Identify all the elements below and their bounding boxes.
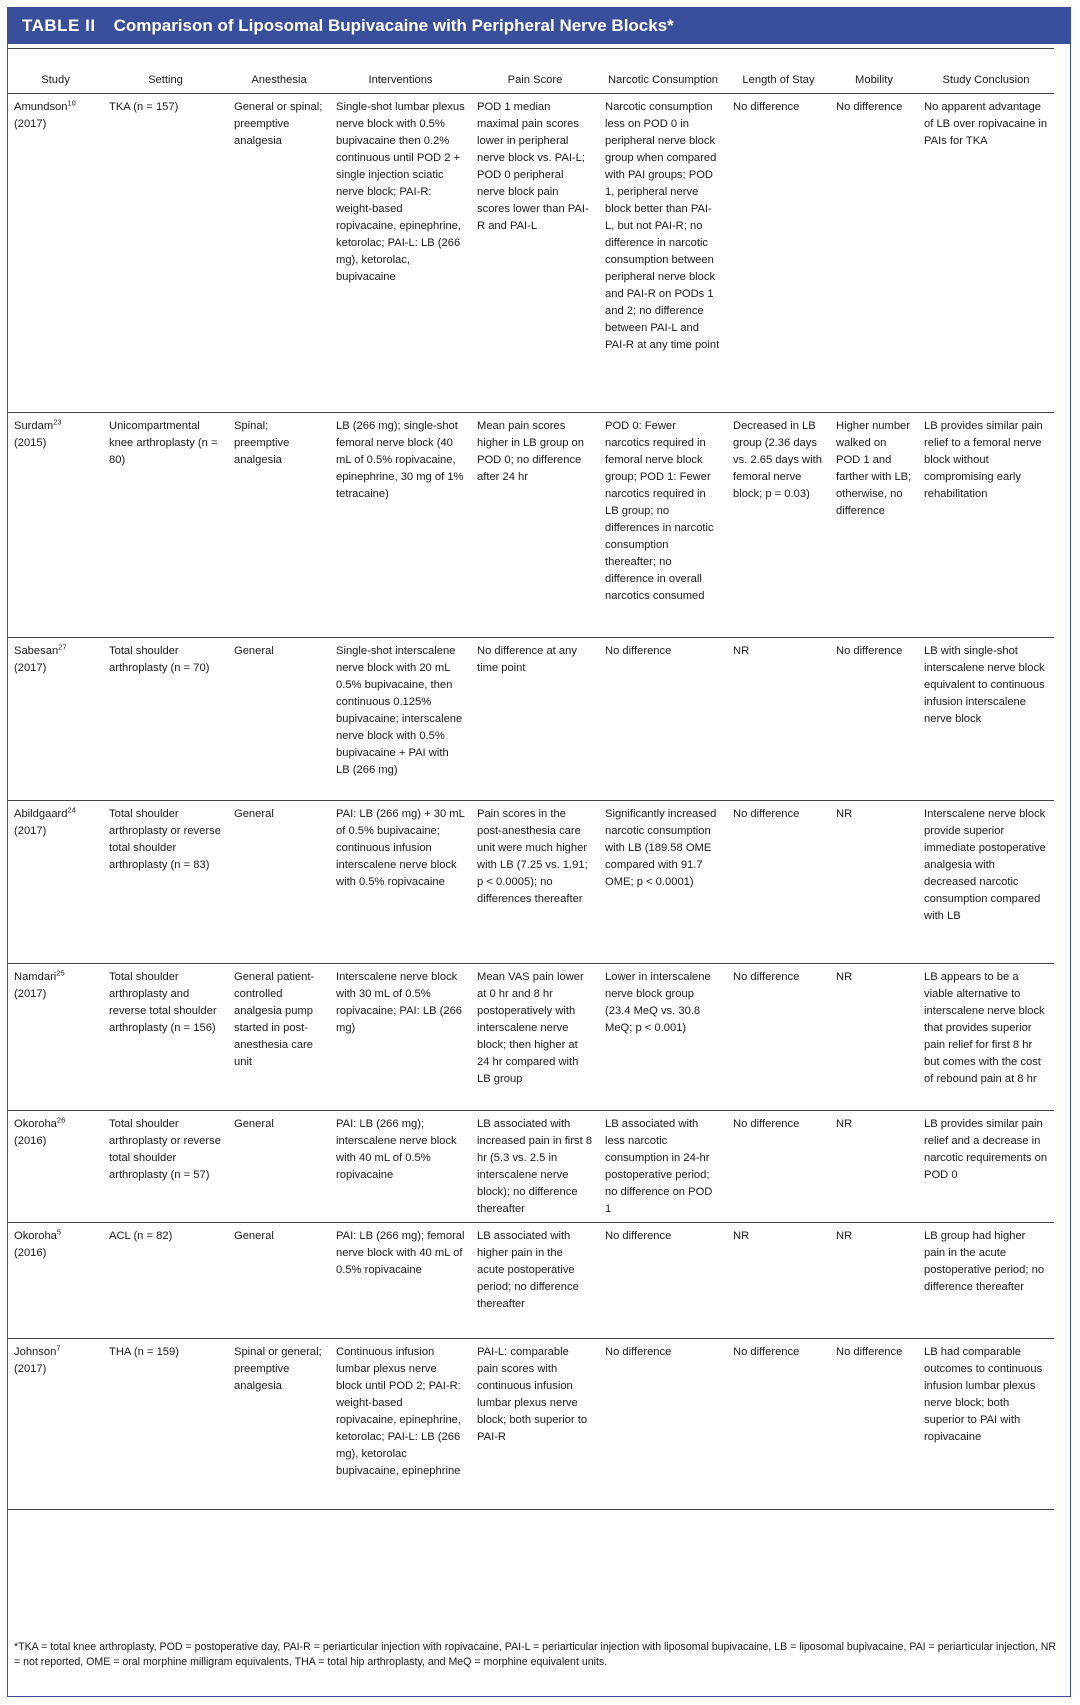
- study-year: (2017): [14, 988, 47, 1000]
- study-cell: [8, 94, 103, 413]
- table-row: [8, 1223, 1054, 1339]
- study-cell: [8, 801, 103, 964]
- study-year: (2017): [14, 825, 47, 837]
- pain-score-cell: PAI-L: comparable pain scores with continuous infusion lumbar plexus nerve block; both superior to PAI-R: [471, 1339, 599, 1510]
- study-reference: 23: [53, 417, 62, 427]
- pain-score-cell: LB associated with higher pain in the acute postoperative period; no difference thereafter: [471, 1223, 599, 1339]
- anesthesia-cell: General: [228, 638, 330, 801]
- comparison-table: [8, 48, 1054, 1510]
- anesthesia-cell: General: [228, 801, 330, 964]
- table-row: [8, 638, 1054, 801]
- length-of-stay-cell: No difference: [727, 1111, 830, 1223]
- study-year: (2015): [14, 437, 47, 449]
- pain-score-cell: Mean VAS pain lower at 0 hr and 8 hr postoperatively with interscalene nerve block; then higher at 24 hr compared with LB group: [471, 964, 599, 1111]
- mobility-cell: NR: [830, 964, 918, 1111]
- pain-score-cell: Mean pain scores higher in LB group on POD 0; no difference after 24 hr: [471, 413, 599, 638]
- col-header-interventions: Interventions: [330, 49, 471, 94]
- col-header-setting: Setting: [103, 49, 228, 94]
- narcotic-cell: LB associated with less narcotic consumption in 24-hr postoperative period; no difference on POD 1: [599, 1111, 727, 1223]
- interventions-cell: Single-shot interscalene nerve block with 20 mL 0.5% bupivacaine, then continuous 0.125% bupivacaine; interscalene nerve block with 0.5% bupivacaine + PAI with LB (266 mg): [330, 638, 471, 801]
- conclusion-cell: LB appears to be a viable alternative to interscalene nerve block that provides superior pain relief for first 8 hr but comes with the cost of rebound pain at 8 hr: [918, 964, 1054, 1111]
- study-year: (2016): [14, 1247, 47, 1259]
- interventions-cell: PAI: LB (266 mg); femoral nerve block with 40 mL of 0.5% ropivacaine: [330, 1223, 471, 1339]
- length-of-stay-cell: NR: [727, 1223, 830, 1339]
- mobility-cell: No difference: [830, 1339, 918, 1510]
- mobility-cell: NR: [830, 1111, 918, 1223]
- col-header-conclusion: Study Conclusion: [918, 49, 1054, 94]
- anesthesia-cell: General patient-controlled analgesia pump started in post-anesthesia care unit: [228, 964, 330, 1111]
- study-cell: [8, 1223, 103, 1339]
- anesthesia-cell: General: [228, 1111, 330, 1223]
- conclusion-cell: No apparent advantage of LB over ropivacaine in PAIs for TKA: [918, 94, 1054, 413]
- anesthesia-cell: General: [228, 1223, 330, 1339]
- study-reference: 26: [56, 1115, 66, 1125]
- mobility-cell: NR: [830, 801, 918, 964]
- anesthesia-cell: Spinal; preemptive analgesia: [228, 413, 330, 638]
- setting-cell: Total shoulder arthroplasty (n = 70): [103, 638, 228, 801]
- interventions-cell: Interscalene nerve block with 30 mL of 0.5% ropivacaine; PAI: LB (266 mg): [330, 964, 471, 1111]
- narcotic-cell: No difference: [599, 638, 727, 801]
- conclusion-cell: Interscalene nerve block provide superior immediate postoperative analgesia with decreased narcotic consumption compared with LB: [918, 801, 1054, 964]
- study-author: Amundson: [14, 101, 68, 113]
- setting-cell: TKA (n = 157): [103, 94, 228, 413]
- study-reference: 27: [58, 642, 67, 652]
- study-reference: 25: [56, 968, 65, 978]
- interventions-cell: Single-shot lumbar plexus nerve block with 0.5% bupivacaine then 0.2% continuous until POD 2 + single injection sciatic nerve block; PAI-R: weight-based ropivacaine, epinephrine, ketorolac; PAI-L: LB (266 mg), ketorolac, bupivacaine: [330, 94, 471, 413]
- narcotic-cell: POD 0: Fewer narcotics required in femoral nerve block group; POD 1: Fewer narcotics required in LB group; no differences in narcotic consumption thereafter; no difference in overall narcotics consumed: [599, 413, 727, 638]
- study-author: Surdam: [14, 420, 54, 432]
- study-author: Okoroha: [14, 1118, 57, 1130]
- study-author: Abildgaard: [14, 808, 68, 820]
- conclusion-cell: LB with single-shot interscalene nerve block equivalent to continuous infusion interscalene nerve block: [918, 638, 1054, 801]
- col-header-narcotic: Narcotic Consumption: [599, 49, 727, 94]
- conclusion-cell: LB had comparable outcomes to continuous infusion lumbar plexus nerve block; both superior to PAI with ropivacaine: [918, 1339, 1054, 1510]
- study-author: Namdari: [14, 971, 57, 983]
- mobility-cell: Higher number walked on POD 1 and farther with LB; otherwise, no difference: [830, 413, 918, 638]
- study-reference: 10: [67, 98, 76, 108]
- pain-score-cell: POD 1 median maximal pain scores lower in peripheral nerve block vs. PAI-L; POD 0 peripheral nerve block pain scores lower than PAI-R and PAI-L: [471, 94, 599, 413]
- conclusion-cell: LB provides similar pain relief to a femoral nerve block without compromising early rehabilitation: [918, 413, 1054, 638]
- table-label: TABLE II: [22, 16, 96, 35]
- col-header-anesthesia: Anesthesia: [228, 49, 330, 94]
- mobility-cell: NR: [830, 1223, 918, 1339]
- setting-cell: THA (n = 159): [103, 1339, 228, 1510]
- setting-cell: ACL (n = 82): [103, 1223, 228, 1339]
- interventions-cell: PAI: LB (266 mg); interscalene nerve block with 40 mL of 0.5% ropivacaine: [330, 1111, 471, 1223]
- col-header-study: Study: [8, 49, 103, 94]
- study-cell: [8, 1339, 103, 1510]
- study-year: (2016): [14, 1135, 47, 1147]
- length-of-stay-cell: No difference: [727, 801, 830, 964]
- interventions-cell: Continuous infusion lumbar plexus nerve block until POD 2; PAI-R: weight-based ropivacaine, epinephrine, ketorolac; PAI-L: LB (266 mg), ketorolac bupivacaine, epinephrine: [330, 1339, 471, 1510]
- table-row: [8, 94, 1054, 413]
- col-header-mobility: Mobility: [830, 49, 918, 94]
- narcotic-cell: No difference: [599, 1223, 727, 1339]
- length-of-stay-cell: No difference: [727, 94, 830, 413]
- length-of-stay-cell: No difference: [727, 964, 830, 1111]
- study-cell: [8, 413, 103, 638]
- narcotic-cell: Narcotic consumption less on POD 0 in peripheral nerve block group when compared with PAI groups; POD 1, peripheral nerve block better than PAI-L, but not PAI-R; no difference in narcotic consumption between peripheral nerve block and PAI-R on PODs 1 and 2; no difference between PAI-L and PAI-R at any time point: [599, 94, 727, 413]
- study-reference: 24: [67, 805, 76, 815]
- setting-cell: Unicompartmental knee arthroplasty (n = 80): [103, 413, 228, 638]
- mobility-cell: No difference: [830, 638, 918, 801]
- study-reference: 5: [56, 1227, 62, 1237]
- table-row: [8, 801, 1054, 964]
- interventions-cell: PAI: LB (266 mg) + 30 mL of 0.5% bupivacaine; continuous infusion interscalene nerve block with 0.5% ropivacaine: [330, 801, 471, 964]
- anesthesia-cell: Spinal or general; preemptive analgesia: [228, 1339, 330, 1510]
- table-container: [8, 48, 1054, 1510]
- table-title: Comparison of Liposomal Bupivacaine with Peripheral Nerve Blocks*: [113, 16, 674, 35]
- study-cell: [8, 1111, 103, 1223]
- study-author: Okoroha: [14, 1230, 57, 1242]
- table-row: [8, 413, 1054, 638]
- pain-score-cell: Pain scores in the post-anesthesia care unit were much higher with LB (7.25 vs. 1.91; p < 0.0005); no differences thereafter: [471, 801, 599, 964]
- length-of-stay-cell: NR: [727, 638, 830, 801]
- setting-cell: Total shoulder arthroplasty or reverse total shoulder arthroplasty (n = 57): [103, 1111, 228, 1223]
- study-cell: [8, 964, 103, 1111]
- conclusion-cell: LB provides similar pain relief and a decrease in narcotic requirements on POD 0: [918, 1111, 1054, 1223]
- table-title-bar: [8, 8, 1070, 44]
- table-footnote: *TKA = total knee arthroplasty, POD = postoperative day, PAI-R = periarticular injection with ropivacaine, PAI-L = periarticular injection with liposomal bupivacaine, LB = liposomal bupivacaine, PAI = periarticular injection, NR = not reported, OME = oral morphine milligram equivalents, THA = total hip arthroplasty, and MeQ = morphine equivalent units.: [14, 1641, 1057, 1668]
- col-header-length-of-stay: Length of Stay: [727, 49, 830, 94]
- length-of-stay-cell: Decreased in LB group (2.36 days vs. 2.65 days with femoral nerve block; p = 0.03): [727, 413, 830, 638]
- study-year: (2017): [14, 1363, 47, 1375]
- setting-cell: Total shoulder arthroplasty or reverse total shoulder arthroplasty (n = 83): [103, 801, 228, 964]
- study-reference: 7: [56, 1343, 61, 1353]
- narcotic-cell: Significantly increased narcotic consumption with LB (189.58 OME compared with 91.7 OME; p < 0.0001): [599, 801, 727, 964]
- header-row: [8, 49, 1054, 94]
- length-of-stay-cell: No difference: [727, 1339, 830, 1510]
- table-row: [8, 964, 1054, 1111]
- study-year: (2017): [14, 118, 47, 130]
- pain-score-cell: No difference at any time point: [471, 638, 599, 801]
- narcotic-cell: No difference: [599, 1339, 727, 1510]
- col-header-pain-score: Pain Score: [471, 49, 599, 94]
- setting-cell: Total shoulder arthroplasty and reverse total shoulder arthroplasty (n = 156): [103, 964, 228, 1111]
- study-author: Johnson: [14, 1346, 57, 1358]
- table-row: [8, 1111, 1054, 1223]
- study-year: (2017): [14, 662, 47, 674]
- table-row: [8, 1339, 1054, 1510]
- mobility-cell: No difference: [830, 94, 918, 413]
- narcotic-cell: Lower in interscalene nerve block group (23.4 MeQ vs. 30.8 MeQ; p < 0.001): [599, 964, 727, 1111]
- pain-score-cell: LB associated with increased pain in first 8 hr (5.3 vs. 2.5 in interscalene nerve block); no difference thereafter: [471, 1111, 599, 1223]
- anesthesia-cell: General or spinal; preemptive analgesia: [228, 94, 330, 413]
- conclusion-cell: LB group had higher pain in the acute postoperative period; no difference thereafter: [918, 1223, 1054, 1339]
- interventions-cell: LB (266 mg); single-shot femoral nerve block (40 mL of 0.5% ropivacaine, epinephrine, 30 mg of 1% tetracaine): [330, 413, 471, 638]
- study-cell: [8, 638, 103, 801]
- study-author: Sabesan: [14, 645, 59, 657]
